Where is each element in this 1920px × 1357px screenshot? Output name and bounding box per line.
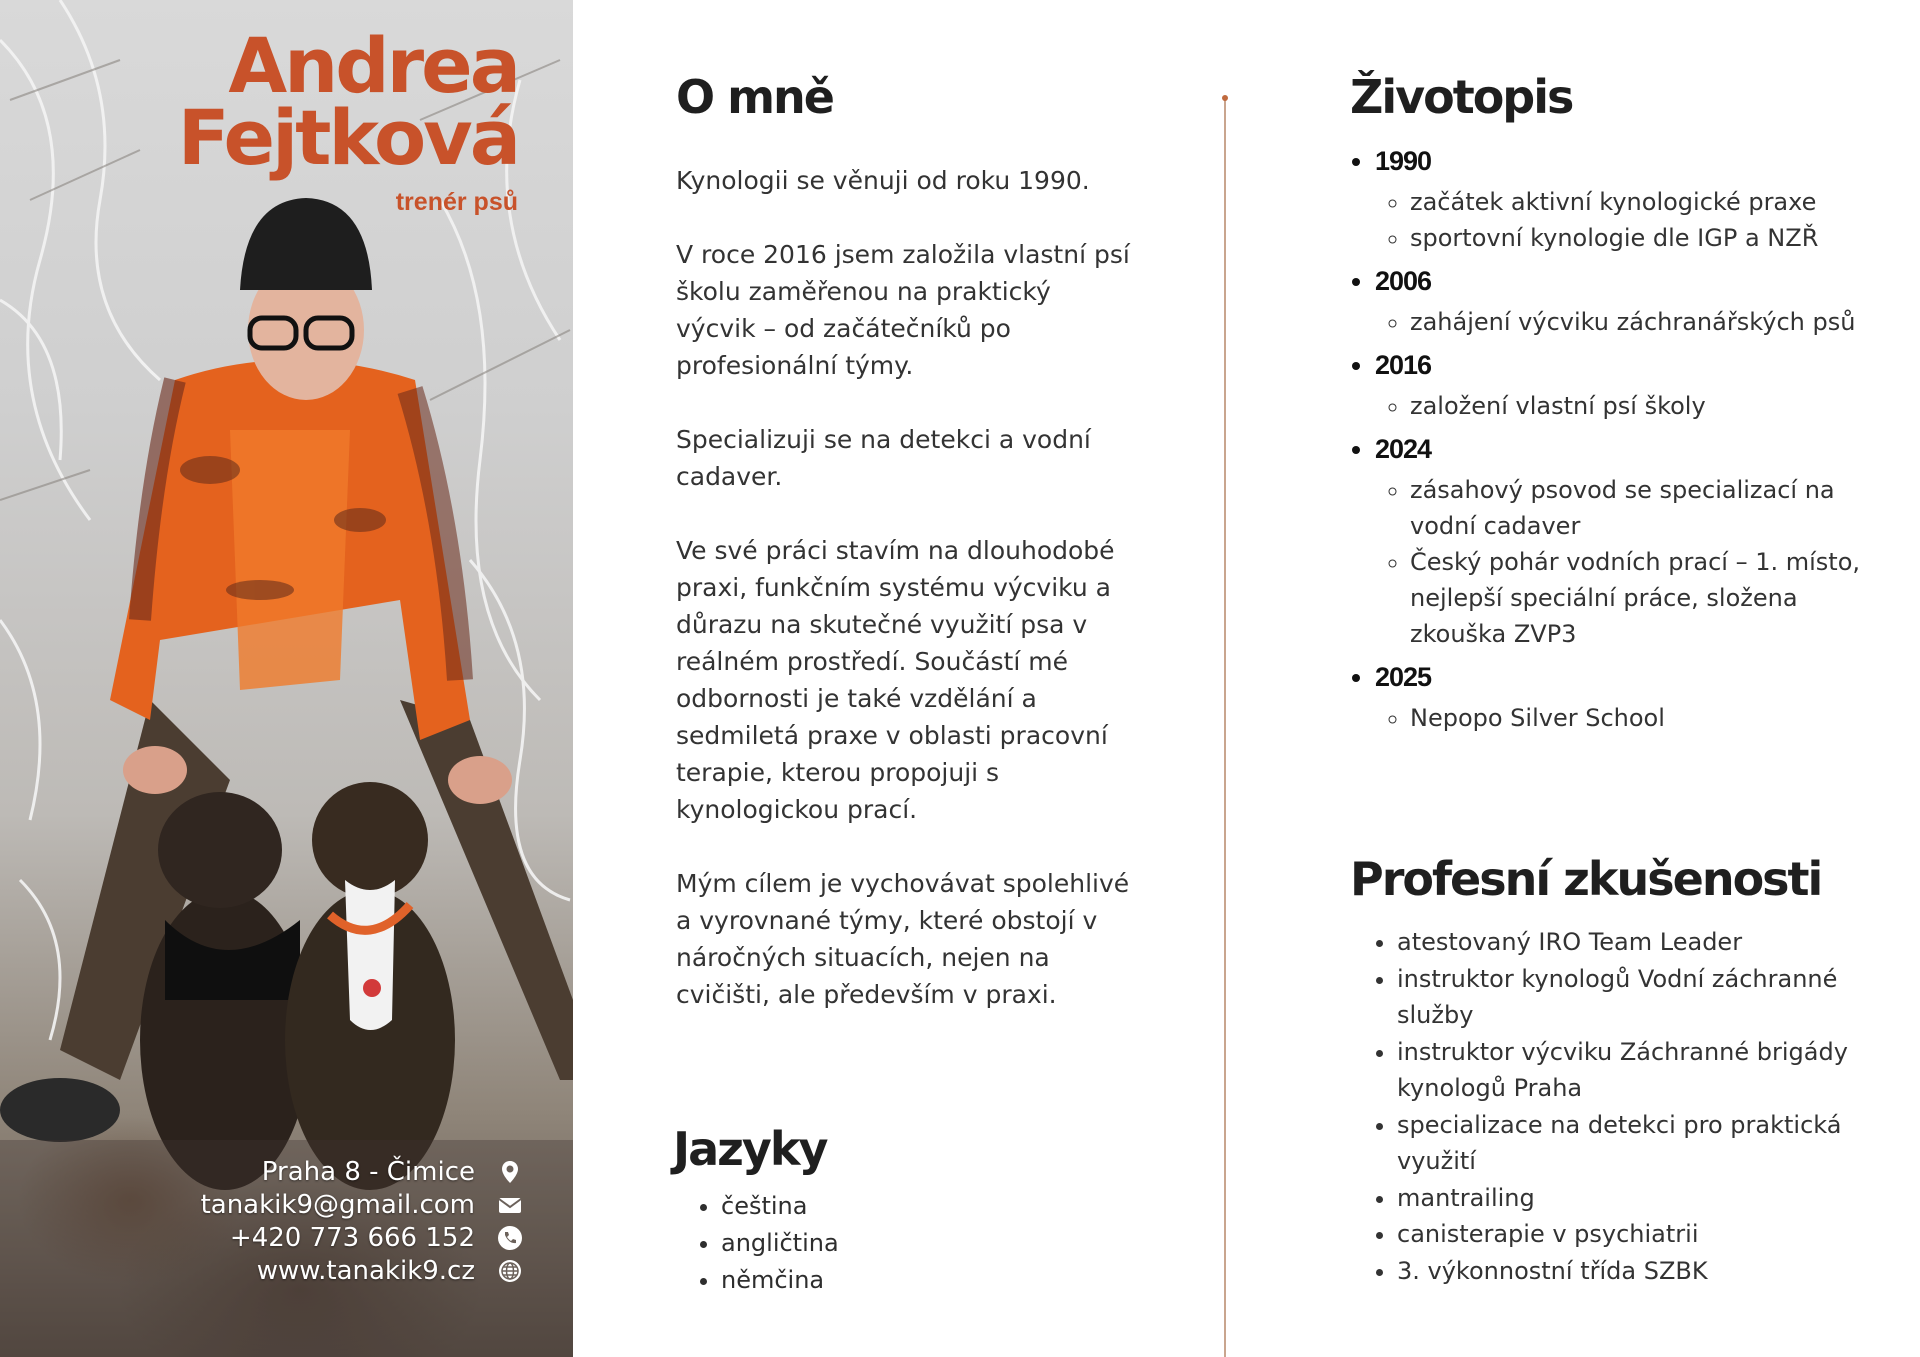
last-name: Fejtková (177, 93, 518, 182)
language-item: • němčina (721, 1262, 839, 1299)
cv-entry (1375, 430, 1870, 652)
contact-address (201, 1155, 523, 1188)
address-text: Praha 8 - Čimice (261, 1156, 475, 1187)
experience-item: • mantrailing (1397, 1180, 1870, 1217)
website-text[interactable]: www.tanakik9.cz (256, 1255, 475, 1286)
cv-item: ◦ Nepopo Silver School (1410, 700, 1870, 736)
cv-entry-items (1375, 184, 1870, 256)
cv-section (1350, 70, 1870, 742)
cv-entry-items (1375, 388, 1870, 424)
experience-item: • atestovaný IRO Team Leader (1397, 924, 1870, 961)
envelope-icon (497, 1192, 523, 1218)
cv-entry (1375, 142, 1870, 256)
phone-icon (497, 1225, 523, 1251)
email-text[interactable]: tanakik9@gmail.com (200, 1189, 475, 1220)
phone-text[interactable]: +420 773 666 152 (229, 1222, 475, 1253)
experience-section (1350, 852, 1870, 1289)
about-section (676, 70, 1136, 1050)
languages-title: Jazyky (673, 1122, 827, 1176)
job-subtitle: trenér psů (395, 188, 518, 216)
cv-entry (1375, 658, 1870, 736)
cv-year: 2016 (1375, 350, 1432, 380)
profile-photo (0, 0, 573, 1357)
about-paragraph: Mým cílem je vychovávat spolehlivé a vyrovnané týmy, které obstojí v náročných situacích, nejen na cvičišti, ale především v praxi. (676, 869, 1130, 1009)
cv-year: 1990 (1375, 146, 1432, 176)
contact-block (201, 1155, 523, 1287)
cv-entry (1375, 262, 1870, 340)
about-paragraph: V roce 2016 jsem založila vlastní psí školu zaměřenou na praktický výcvik – od začátečníků po profesionální týmy. (676, 240, 1130, 380)
cv-item: ◦ založení vlastní psí školy (1410, 388, 1870, 424)
cv-item: ◦ Český pohár vodních prací – 1. místo, nejlepší speciální práce, složena zkouška ZVP3 (1410, 544, 1870, 652)
cv-item: ◦ sportovní kynologie dle IGP a NZŘ (1410, 220, 1870, 256)
contact-website[interactable] (201, 1254, 523, 1287)
contact-email[interactable] (201, 1188, 523, 1221)
column-divider (1224, 98, 1226, 1357)
about-paragraph: Specializuji se na detekci a vodní cadaver. (676, 425, 1091, 491)
cv-item: ◦ zásahový psovod se specializací na vodní cadaver (1410, 472, 1870, 544)
languages-section (673, 1122, 839, 1299)
cv-title: Životopis (1350, 70, 1573, 124)
experience-item: • specializace na detekci pro praktická využití (1397, 1107, 1870, 1180)
contact-phone[interactable] (201, 1221, 523, 1254)
cv-entry-items (1375, 472, 1870, 652)
cv-year: 2024 (1375, 434, 1432, 464)
cv-year: 2006 (1375, 266, 1432, 296)
experience-item: • instruktor výcviku Záchranné brigády kynologů Praha (1397, 1034, 1870, 1107)
experience-list (1350, 924, 1870, 1289)
cv-entry (1375, 346, 1870, 424)
cv-entry-items (1375, 700, 1870, 736)
language-item: • angličtina (721, 1225, 839, 1262)
about-paragraph: Kynologii se věnuji od roku 1990. (676, 166, 1090, 195)
experience-title: Profesní zkušenosti (1350, 852, 1822, 906)
language-item: • čeština (721, 1188, 839, 1225)
about-title: O mně (676, 70, 833, 124)
globe-icon (497, 1258, 523, 1284)
experience-item: • canisterapie v psychiatrii (1397, 1216, 1870, 1253)
cv-entry-items (1375, 304, 1870, 340)
location-pin-icon (497, 1159, 523, 1185)
languages-list (673, 1188, 839, 1299)
first-name: Andrea (228, 21, 518, 110)
about-paragraph: Ve své práci stavím na dlouhodobé praxi, funkčním systému výcviku a důrazu na skutečné využití psa v reálném prostředí. Součástí mé odbornosti je také vzdělání a sedmiletá praxe v oblasti pracovní terapie, kterou propojuji s kynologickou prací. (676, 536, 1115, 824)
cv-item: ◦ zahájení výcviku záchranářských psů (1410, 304, 1870, 340)
experience-item: • instruktor kynologů Vodní záchranné služby (1397, 961, 1870, 1034)
divider-dot (1222, 95, 1228, 101)
experience-item: • 3. výkonnostní třída SZBK (1397, 1253, 1870, 1290)
cv-timeline (1350, 142, 1870, 736)
cv-item: ◦ začátek aktivní kynologické praxe (1410, 184, 1870, 220)
cv-year: 2025 (1375, 662, 1432, 692)
